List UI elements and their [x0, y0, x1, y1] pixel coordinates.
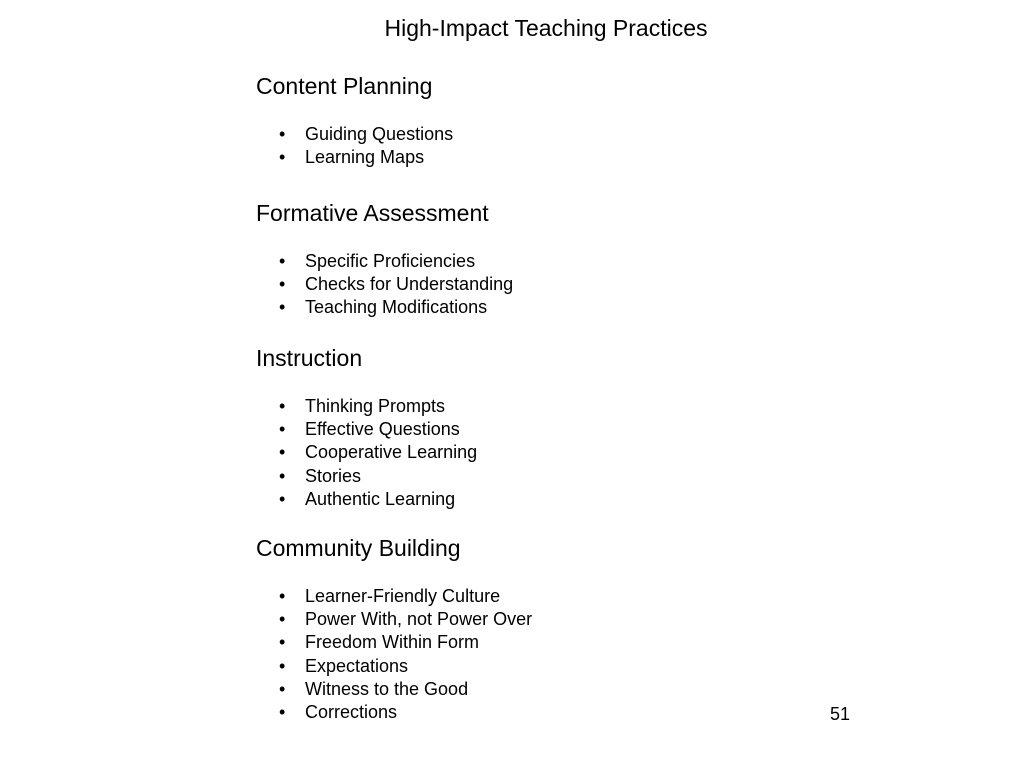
list-item: • Effective Questions: [256, 418, 477, 441]
section-heading: Content Planning: [256, 73, 433, 99]
bullet-icon: •: [279, 678, 286, 699]
page-title: High-Impact Teaching Practices: [384, 15, 708, 41]
page-number: 51: [830, 704, 851, 724]
bullet-icon: •: [279, 274, 286, 295]
list-item: • Checks for Understanding: [256, 273, 513, 296]
list-item: • Expectations: [256, 655, 532, 678]
list-item: • Learning Maps: [256, 146, 453, 169]
bullet-icon: •: [279, 655, 286, 676]
bullet-icon: •: [279, 396, 286, 416]
list-item: • Stories: [256, 465, 477, 488]
bullet-icon: •: [279, 147, 286, 168]
section-content-planning: [256, 71, 856, 168]
section-formative-assessment: [256, 198, 856, 318]
bullet-icon: •: [279, 251, 286, 271]
bullet-icon: •: [279, 465, 286, 486]
section-heading: Community Building: [256, 535, 461, 561]
section-instruction: [256, 343, 856, 509]
bullet-list: [256, 395, 477, 511]
list-item: • Thinking Prompts: [256, 395, 477, 418]
list-item: • Authentic Learning: [256, 488, 477, 511]
bullet-icon: •: [279, 609, 286, 630]
bullet-icon: •: [279, 586, 286, 606]
section-heading: Instruction: [256, 345, 363, 371]
list-item: • Witness to the Good: [256, 678, 532, 701]
section-heading: Formative Assessment: [256, 200, 489, 226]
list-item: • Guiding Questions: [256, 123, 453, 146]
list-item: • Learner-Friendly Culture: [256, 585, 532, 608]
bullet-list: [256, 123, 453, 169]
bullet-icon: •: [279, 124, 286, 144]
list-item: • Teaching Modifications: [256, 296, 513, 319]
bullet-list: [256, 585, 532, 724]
bullet-icon: •: [279, 488, 286, 509]
bullet-icon: •: [279, 701, 286, 722]
bullet-icon: •: [279, 442, 286, 463]
list-item: • Freedom Within Form: [256, 631, 532, 654]
bullet-list: [256, 250, 513, 320]
list-item: • Power With, not Power Over: [256, 608, 532, 631]
list-item: • Corrections: [256, 701, 532, 724]
bullet-icon: •: [279, 419, 286, 440]
list-item: • Specific Proficiencies: [256, 250, 513, 273]
list-item: • Cooperative Learning: [256, 441, 477, 464]
bullet-icon: •: [279, 297, 286, 318]
bullet-icon: •: [279, 632, 286, 653]
